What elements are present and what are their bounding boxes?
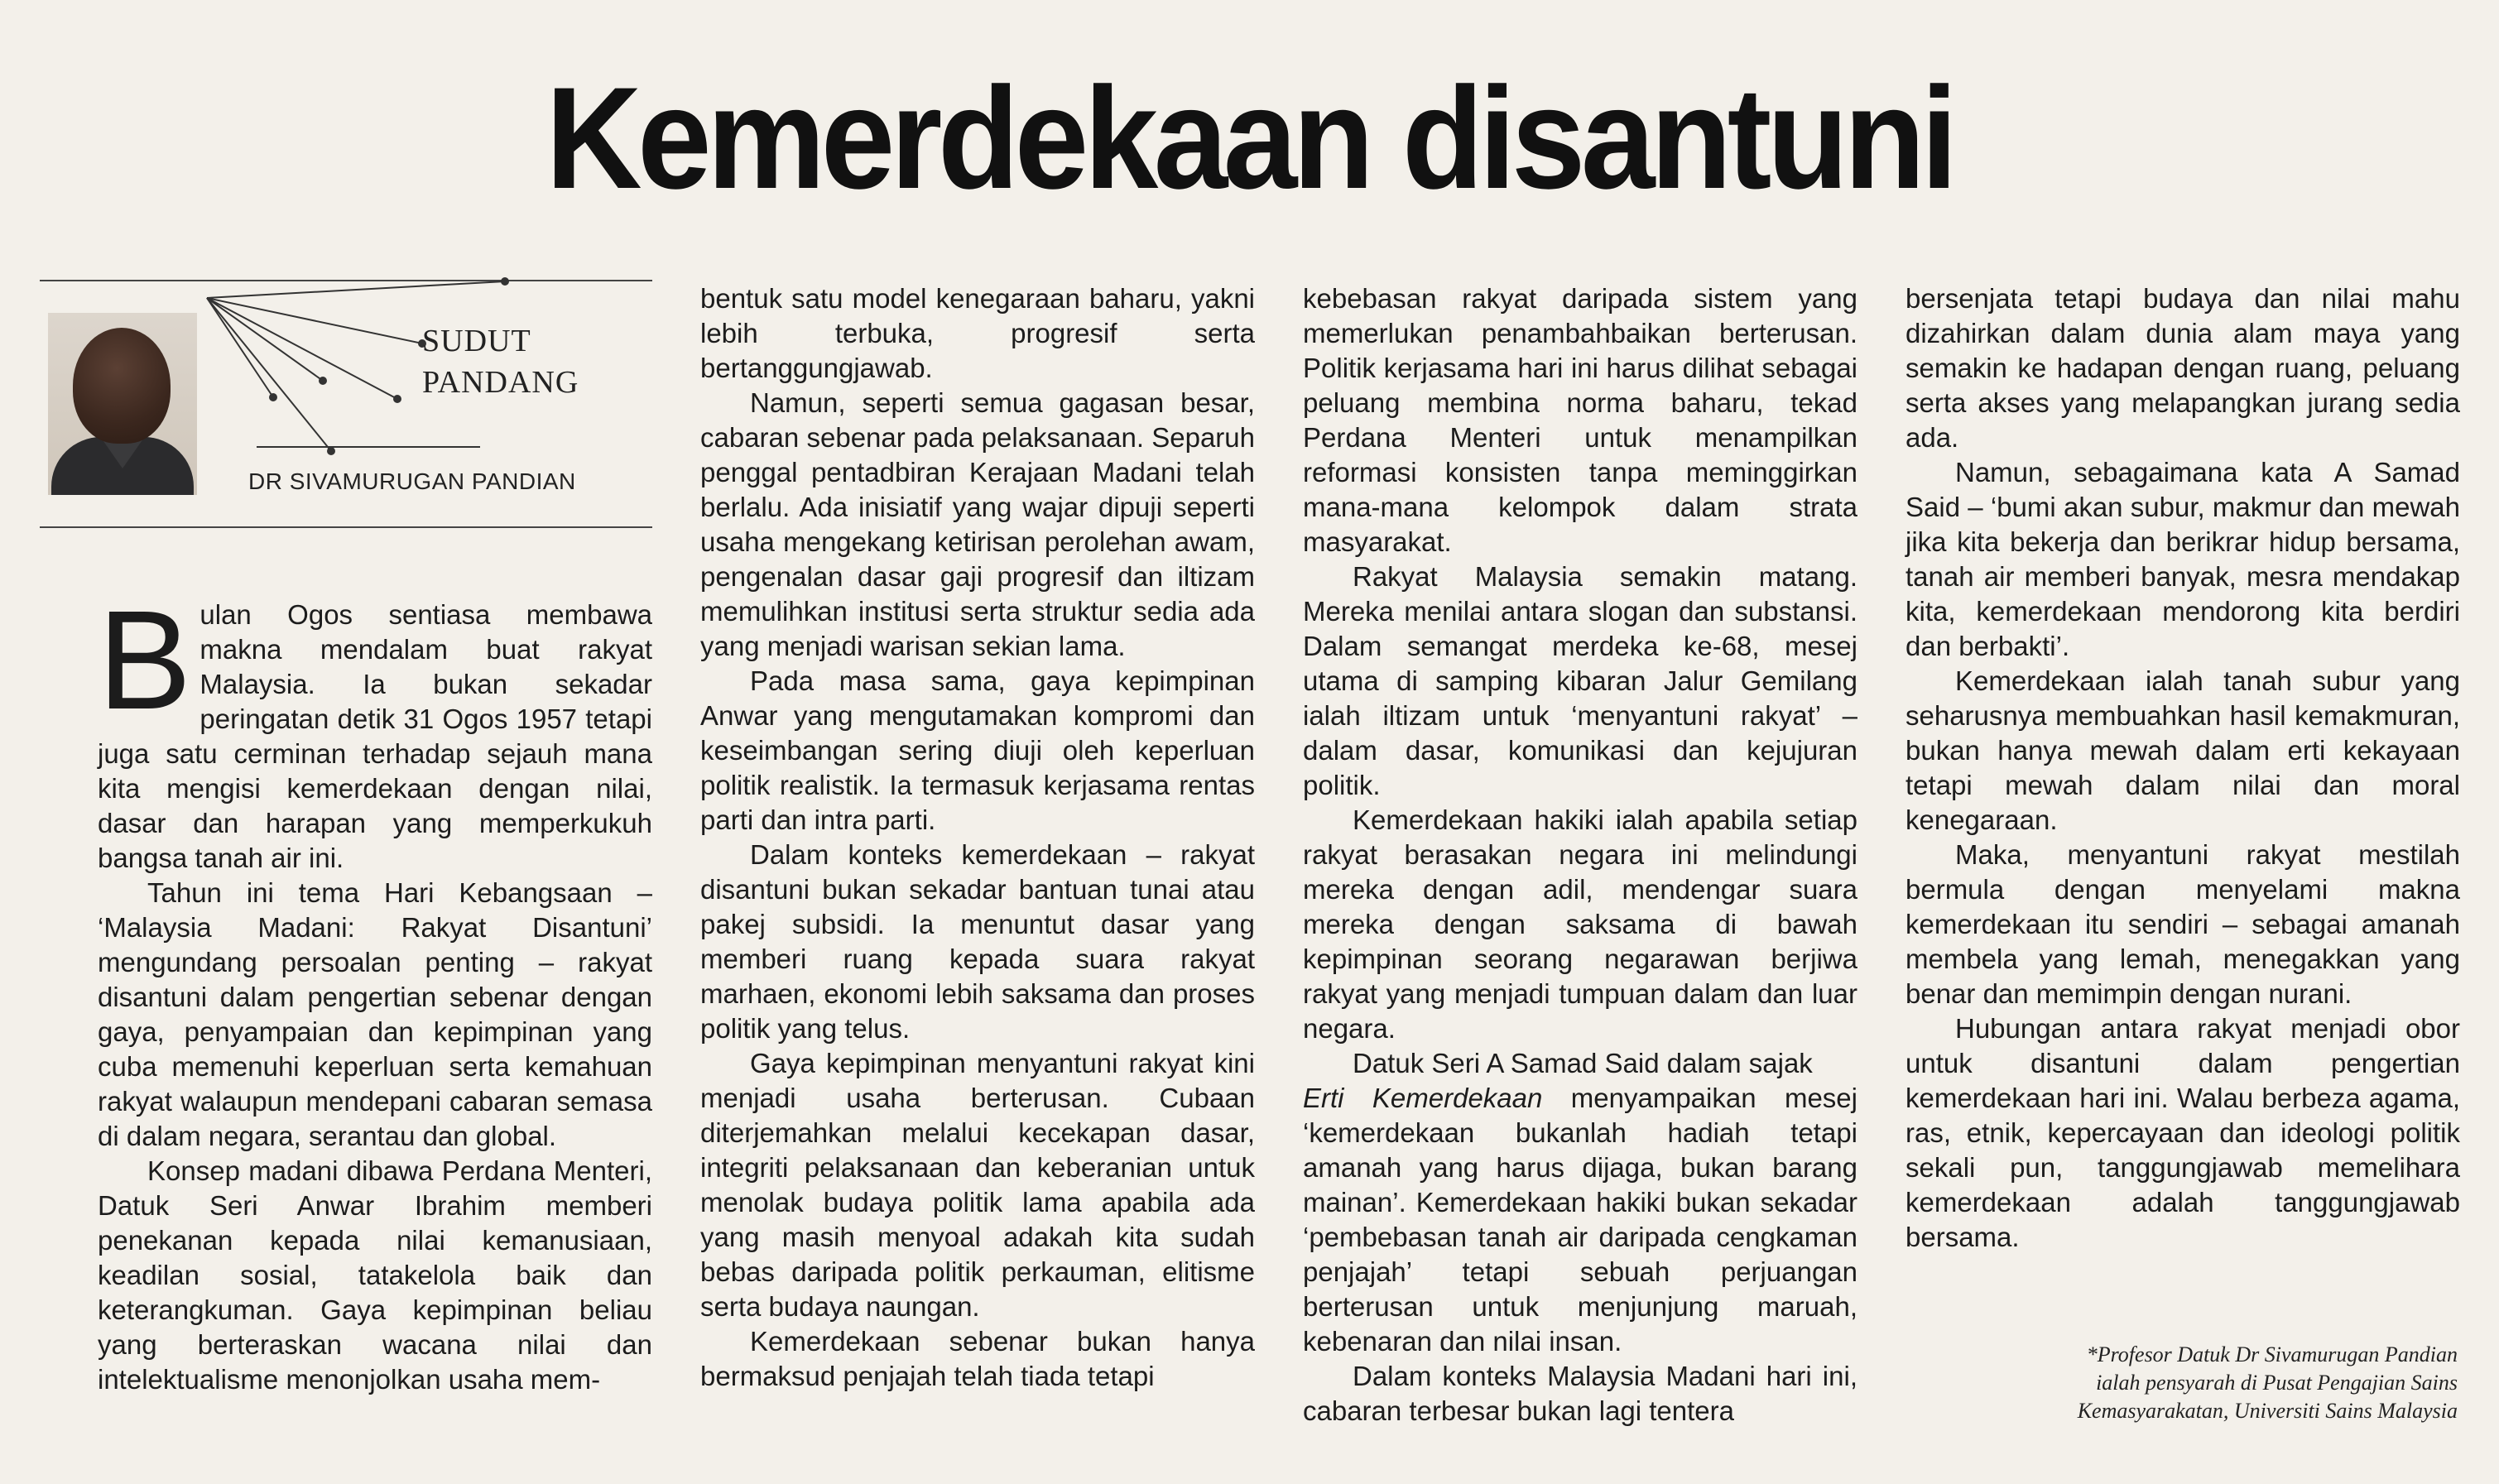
column-title-line1: SUDUT [422,324,531,358]
paragraph: Maka, menyantuni rakyat mestilah bermula dengan menyelami makna kemerdekaan itu sendiri – sebagai amanah membela yang lemah, menegakkan yang benar dan memimpin dengan nurani. [1905,839,2460,1009]
paragraph-text: ulan Ogos sentiasa membawa makna mendalam buat rakyat Malaysia. Ia bukan sekadar peringatan detik 31 Ogos 1957 tetapi juga satu cerminan terhadap sejauh mana kita mengisi kemerdekaan dengan nilai, dasar dan harapan yang memperkukuh bangsa tanah air ini. [98,599,652,873]
paragraph: Gaya kepimpinan menyantuni rakyat kini menjadi usaha berterusan. Cubaan diterjemahkan melalui kecekapan dasar, integriti pelaksanaan dan keberanian untuk menolak budaya politik lama apabila ada yang masih menyoal adakah kita sudah bebas daripada politik perkauman, elitisme serta budaya naungan. [700,1048,1255,1322]
drop-cap: B [98,582,192,739]
paragraph: Tahun ini tema Hari Kebangsaan – ‘Malaysia Madani: Rakyat Disantuni’ mengundang persoalan penting – rakyat disantuni dalam pengertian sebenar dengan gaya, penyampaian dan kepimpinan yang cuba memenuhi keperluan serta kemahuan rakyat walaupun mendepani cabaran semasa di dalam negara, serantau dan global. [98,877,652,1151]
paragraph: Kemerdekaan sebenar bukan hanya bermaksud penjajah telah tiada tetapi [700,1326,1255,1391]
paragraph-text: Datuk Seri A Samad Said dalam sajak [1353,1048,1813,1078]
paragraph: Pada masa sama, gaya kepimpinan Anwar yang mengutamakan kompromi dan keseimbangan sering diuji oleh keperluan politik realistik. Ia termasuk kerjasama rentas parti dan intra parti. [700,665,1255,835]
paragraph: Konsep madani dibawa Perdana Menteri, Datuk Seri Anwar Ibrahim memberi penekanan kepada nilai kemanusiaan, keadilan sosial, tatakelola baik dan keterangkuman. Gaya kepimpinan beliau yang berteraskan wacana nilai dan intelektualisme menonjolkan usaha mem- [98,1155,652,1395]
byline: DR SIVAMURUGAN PANDIAN [248,468,576,494]
column-box-bottom-rule [40,526,652,528]
author-note [1961,1341,2458,1425]
paragraph: Dalam konteks Malaysia Madani hari ini, cabaran terbesar bukan lagi tentera [1303,1361,1857,1426]
author-note-line: ialah pensyarah di Pusat Pengajian Sains [2096,1371,2458,1395]
paragraph [1303,1046,1857,1359]
headline: Kemerdekaan disantuni [545,58,1954,219]
paragraph [98,582,652,876]
paragraph: Rakyat Malaysia semakin matang. Mereka menilai antara slogan dan substansi. Dalam semangat merdeka ke-68, mesej utama di samping kibaran Jalur Gemilang ialah iltizam untuk ‘menyantuni rakyat’ – dalam dasar, komunikasi dan kejujuran politik. [1303,561,1857,800]
author-note-line: Kemasyarakatan, Universiti Sains Malaysia [2077,1399,2458,1423]
article-column-1 [98,582,652,1397]
paragraph: Namun, seperti semua gagasan besar, cabaran sebenar pada pelaksanaan. Separuh penggal pentadbiran Kerajaan Madani telah berlalu. Ada inisiatif yang wajar dipuji seperti usaha mengekang ketirisan perolehan awam, pengenalan dasar gaji progresif dan iltizam memulihkan institusi serta struktur sedia ada yang menjadi warisan sekian lama. [700,387,1255,661]
author-photo [48,313,197,495]
paragraph: Hubungan antara rakyat menjadi obor untuk disantuni dalam pengertian kemerdekaan hari ini. Walau berbeza agama, ras, etnik, kepercayaan dan ideologi politik sekali pun, tanggungjawab memelihara kemerdekaan adalah tanggungjawab bersama. [1905,1013,2460,1252]
paragraph: bersenjata tetapi budaya dan nilai mahu dizahirkan dalam dunia alam maya yang semakin ke hadapan dengan ruang, peluang serta akses yang melapangkan jurang sedia ada. [1905,283,2460,453]
article-column-2 [700,281,1255,1394]
paragraph: bentuk satu model kenegaraan baharu, yakni lebih terbuka, progresif serta bertanggungjawab. [700,283,1255,383]
paragraph: Kemerdekaan hakiki ialah apabila setiap rakyat berasakan negara ini melindungi mereka dengan adil, mendengar suara mereka dengan saksama di bawah kepimpinan seorang negarawan berjiwa rakyat yang menjadi tumpuan dalam dan luar negara. [1303,804,1857,1044]
author-note-line: *Profesor Datuk Dr Sivamurugan Pandian [2086,1342,2458,1366]
column-title-line2: PANDANG [422,365,579,400]
paragraph: Namun, sebagaimana kata A Samad Said – ‘bumi akan subur, makmur dan mewah jika kita bekerja dan berikrar hidup bersama, tanah air memberi banyak, mesra mendakap kita, kemerdekaan mendorong kita berdiri dan berbakti’. [1905,457,2460,661]
paragraph-text: menyampaikan mesej ‘kemerdekaan bukanlah hadiah tetapi amanah yang harus dijaga, bukan barang mainan’. Kemerdekaan hakiki bukan sekadar ‘pembebasan tanah air daripada cengkaman penjajah’ tetapi sebuah perjuangan berterusan untuk menjunjung maruah, kebenaran dan nilai insan. [1303,1083,1857,1357]
article-column-4 [1905,281,2460,1255]
paragraph: Dalam konteks kemerdekaan – rakyat disantuni bukan sekadar bantuan tunai atau pakej subsidi. Ia menuntut dasar yang memberi ruang kepada suara rakyat marhaen, ekonomi lebih saksama dan proses politik yang telus. [700,839,1255,1044]
article-column-3 [1303,281,1857,1429]
paragraph: Kemerdekaan ialah tanah subur yang seharusnya membuahkan hasil kemakmuran, bukan hanya mewah dalam erti kekayaan tetapi mewah dalam nilai dan moral kenegaraan. [1905,665,2460,835]
poem-title: Erti Kemerdekaan [1303,1083,1543,1113]
paragraph: kebebasan rakyat daripada sistem yang memerlukan penambahbaikan berterusan. Politik kerjasama hari ini harus dilihat sebagai peluang membina norma baharu, tekad Perdana Menteri untuk menampilkan reformasi konsisten tanpa meminggirkan mana-mana kelompok dalam strata masyarakat. [1303,283,1857,557]
